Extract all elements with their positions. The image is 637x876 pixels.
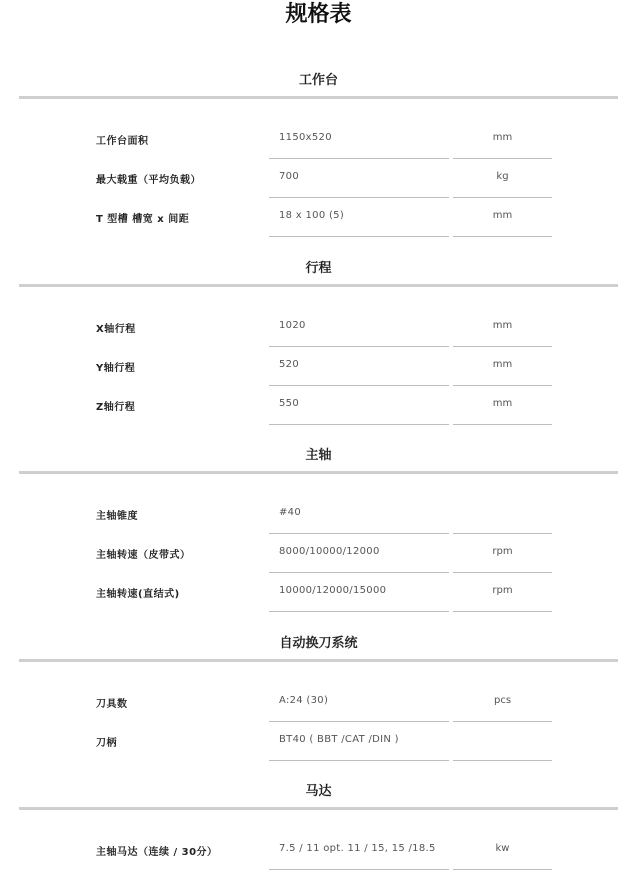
spec-value: 8000/10000/12000 bbox=[279, 546, 380, 557]
section-divider bbox=[19, 284, 618, 287]
section-divider bbox=[19, 471, 618, 474]
spec-row bbox=[0, 831, 637, 870]
spec-label: Y轴行程 bbox=[96, 363, 136, 374]
spec-row bbox=[0, 159, 637, 198]
spec-label: 刀柄 bbox=[96, 738, 117, 749]
spec-row bbox=[0, 573, 637, 612]
spec-label: 主轴转速（皮带式） bbox=[96, 550, 191, 561]
spec-label: 最大载重（平均负载） bbox=[96, 175, 201, 186]
section-title: 行程 bbox=[305, 261, 332, 276]
section-divider bbox=[19, 659, 618, 662]
spec-unit: rpm bbox=[492, 546, 513, 557]
unit-underline bbox=[453, 424, 552, 425]
spec-row bbox=[0, 534, 637, 573]
spec-row bbox=[0, 722, 637, 761]
value-underline bbox=[269, 611, 449, 612]
spec-label: 工作台面积 bbox=[96, 136, 149, 147]
spec-label: 主轴转速(直结式) bbox=[96, 589, 180, 600]
spec-value: 18 x 100 (5) bbox=[279, 210, 345, 221]
spec-value: #40 bbox=[279, 507, 302, 518]
spec-value: 550 bbox=[279, 398, 299, 409]
spec-row bbox=[0, 386, 637, 425]
section-divider bbox=[19, 96, 618, 99]
section-title: 主轴 bbox=[305, 448, 332, 463]
section-title: 工作台 bbox=[298, 73, 338, 88]
spec-unit: mm bbox=[492, 210, 513, 221]
section-title: 自动换刀系统 bbox=[279, 636, 358, 651]
section-divider bbox=[19, 807, 618, 810]
value-underline bbox=[269, 236, 449, 237]
spec-label: Z轴行程 bbox=[96, 402, 136, 413]
unit-underline bbox=[453, 869, 552, 870]
spec-row bbox=[0, 347, 637, 386]
section-title: 马达 bbox=[305, 784, 332, 799]
spec-value: 10000/12000/15000 bbox=[279, 585, 387, 596]
spec-row bbox=[0, 308, 637, 347]
spec-unit: rpm bbox=[492, 585, 513, 596]
spec-value: 700 bbox=[279, 171, 299, 182]
spec-unit: mm bbox=[492, 320, 513, 331]
value-underline bbox=[269, 424, 449, 425]
spec-label: X轴行程 bbox=[96, 324, 136, 335]
page-title: 规格表 bbox=[285, 2, 352, 27]
spec-unit: pcs bbox=[493, 695, 512, 706]
unit-underline bbox=[453, 760, 552, 761]
spec-value: BT40 ( BBT /CAT /DIN ) bbox=[279, 734, 399, 745]
spec-value: 520 bbox=[279, 359, 299, 370]
spec-label: 刀具数 bbox=[96, 699, 128, 710]
spec-value: A:24 (30) bbox=[279, 695, 329, 706]
spec-label: 主轴马达（连续 / 30分） bbox=[96, 847, 218, 858]
value-underline bbox=[269, 869, 449, 870]
spec-value: 1150x520 bbox=[279, 132, 332, 143]
spec-label: T 型槽 槽宽 x 间距 bbox=[96, 214, 190, 225]
spec-row bbox=[0, 120, 637, 159]
spec-row bbox=[0, 495, 637, 534]
spec-value: 1020 bbox=[279, 320, 306, 331]
spec-unit: mm bbox=[492, 132, 513, 143]
spec-row bbox=[0, 198, 637, 237]
value-underline bbox=[269, 760, 449, 761]
spec-value: 7.5 / 11 opt. 11 / 15, 15 /18.5 bbox=[279, 843, 436, 854]
spec-unit: mm bbox=[492, 398, 513, 409]
spec-unit: kw bbox=[495, 843, 510, 854]
spec-unit: kg bbox=[496, 171, 509, 182]
unit-underline bbox=[453, 611, 552, 612]
unit-underline bbox=[453, 236, 552, 237]
spec-unit: mm bbox=[492, 359, 513, 370]
spec-label: 主轴锥度 bbox=[96, 511, 138, 522]
spec-row bbox=[0, 683, 637, 722]
